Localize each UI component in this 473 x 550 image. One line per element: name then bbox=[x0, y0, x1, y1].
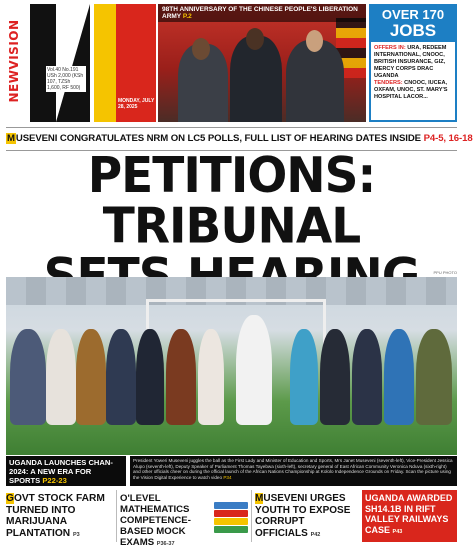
issue-date: MONDAY, JULY 28, 2025 bbox=[118, 98, 155, 110]
offers-label: OFFERS IN: bbox=[374, 45, 406, 51]
head-left bbox=[192, 38, 210, 60]
main-photo[interactable] bbox=[6, 277, 457, 455]
divider bbox=[116, 490, 117, 542]
teaser-page: P3 bbox=[72, 531, 80, 538]
edition-info: Vol.40 No.191 USh 2,000 (KSh 107, TZSh 1,600, RF 500) bbox=[46, 66, 86, 92]
official bbox=[166, 329, 196, 425]
official bbox=[352, 329, 382, 425]
teaser-stock-farm[interactable]: GOVT STOCK FARM TURNED INTO MARIJUANA PLANTATION P3 bbox=[6, 493, 105, 539]
jobs-title: JOBS bbox=[389, 21, 437, 40]
official bbox=[320, 329, 350, 425]
top-photo[interactable] bbox=[158, 4, 366, 122]
photo-caption: President Yoweri Museveni juggles the ball as the First Lady and Minister of Education and Sports, Mrs Janet Museveni (seventh-left), Vice-President Jessica Alupo (seventh-left), Deputy Speaker of Parliament Thomas Tayebwa (sixth-left), secretary general of East African Community Veronica Nduva (sixth-right) and other officials cheer on during the official launch of the African Nations Championship at Kololo Independence Grounds on Friday. Scan the picture using the Vision Digital Experience to watch video P34 bbox=[130, 456, 457, 486]
books-icon bbox=[214, 500, 248, 538]
kicker-pages: P4-5, 16-18 bbox=[423, 133, 473, 144]
official bbox=[290, 329, 318, 425]
head-right bbox=[306, 30, 323, 52]
teaser-rift-valley-railways[interactable]: UGANDA AWARDED SH14.1B IN RIFT VALLEY RAILWAYS CASE P43 bbox=[362, 490, 457, 542]
teaser-page: P43 bbox=[392, 528, 403, 535]
tenders-label: TENDERS: bbox=[374, 80, 403, 86]
divider bbox=[251, 490, 252, 542]
official bbox=[384, 329, 414, 425]
teaser-page: P42 bbox=[310, 531, 321, 538]
jobs-header bbox=[371, 6, 455, 42]
offers-text: URA, REDEEM INTERNATIONAL, CNOOC, BRITISH INSURANCE, GIZ, MERCY CORPS DRAC UGANDA bbox=[374, 45, 447, 79]
logo-n-black bbox=[30, 4, 90, 122]
official bbox=[106, 329, 136, 425]
official bbox=[46, 329, 76, 425]
headline-line-1: PETITIONS: TRIBUNAL bbox=[87, 147, 376, 256]
jobs-body bbox=[371, 42, 455, 104]
official bbox=[136, 329, 164, 425]
official bbox=[198, 329, 224, 425]
divider bbox=[6, 127, 457, 128]
head-center bbox=[246, 28, 264, 50]
person-right bbox=[286, 40, 344, 122]
photo-credit: PPU PHOTO bbox=[433, 270, 457, 275]
top-photo-caption: 98TH ANNIVERSARY OF THE CHINESE PEOPLE'S LIBERATION ARMY P.2 bbox=[158, 4, 366, 22]
caption-page: P34 bbox=[223, 474, 232, 480]
official bbox=[416, 329, 452, 425]
official bbox=[76, 329, 106, 425]
official bbox=[10, 329, 46, 425]
masthead bbox=[6, 4, 156, 122]
teaser-page: P36-37 bbox=[156, 541, 175, 547]
brand-name: NEWVISION bbox=[7, 19, 21, 103]
story-page: P22-23 bbox=[42, 476, 67, 485]
top-photo-page: P.2 bbox=[182, 13, 192, 20]
teaser-museveni-youth[interactable]: MUSEVENI URGES YOUTH TO EXPOSE CORRUPT OFFICIALS P42 bbox=[255, 493, 351, 539]
story-chan-2024[interactable]: UGANDA LAUNCHES CHAN-2024: A NEW ERA FOR SPORTS P22-23 bbox=[6, 456, 126, 486]
logo-n-yellow bbox=[94, 4, 116, 122]
vertical-brand bbox=[6, 4, 22, 122]
headline-kicker[interactable]: MUSEVENI CONGRATULATES NRM ON LC5 POLLS, FULL LIST OF HEARING DATES INSIDE P4-5, 16-18 bbox=[7, 133, 473, 144]
jobs-count: OVER 170 bbox=[381, 7, 445, 22]
jobs-promo[interactable] bbox=[369, 4, 457, 122]
tenders-text: CNOOC, IUCEA, OXFAM, UNOC, ST. MARY'S HOSPITAL LACOR... bbox=[374, 80, 448, 100]
teaser-maths-exams[interactable]: O'LEVEL MATHEMATICS COMPETENCE-BASED MOCK EXAMS P36-37 bbox=[120, 493, 191, 548]
president-juggling-ball bbox=[236, 315, 272, 425]
newvision-logo[interactable] bbox=[22, 4, 156, 122]
